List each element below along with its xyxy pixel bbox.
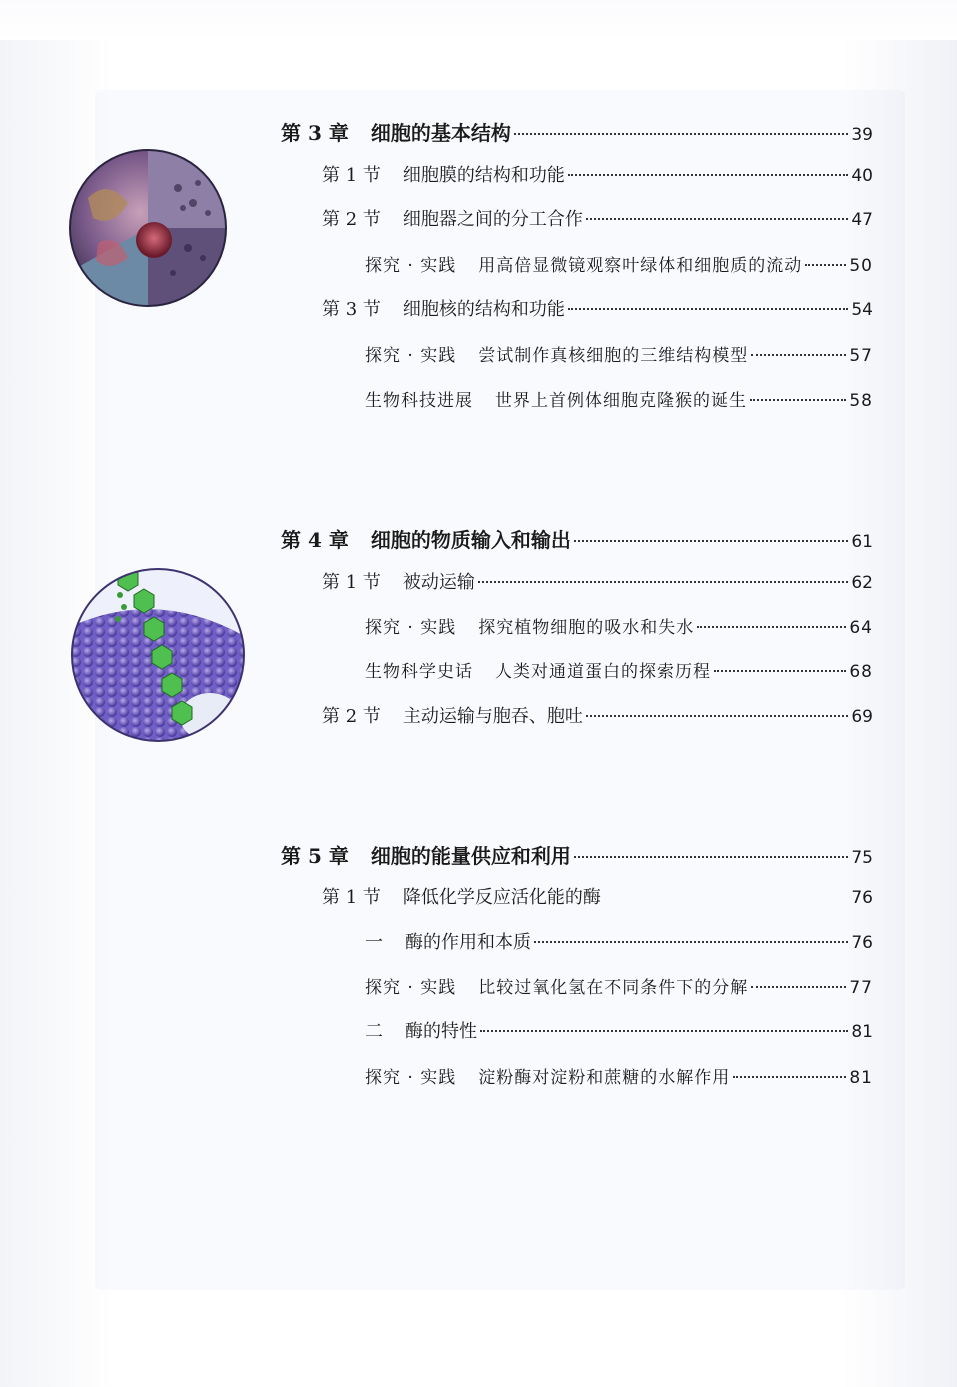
- toc-subentry[interactable]: [365, 657, 873, 687]
- activity-tag: 探究 · 实践: [365, 1068, 457, 1088]
- page-number: 58: [849, 391, 873, 411]
- toc-chapter-4[interactable]: [281, 524, 873, 554]
- chapter-title: 细胞的能量供应和利用: [370, 844, 571, 868]
- page-number: 81: [851, 1022, 873, 1042]
- toc-chapter-5[interactable]: [281, 840, 873, 870]
- activity-tag: 探究 · 实践: [365, 256, 457, 276]
- subentry-title: 淀粉酶对淀粉和蔗糖的水解作用: [478, 1068, 731, 1088]
- toc-subentry[interactable]: [365, 251, 873, 281]
- dot-leader: [568, 308, 848, 310]
- toc-section[interactable]: [322, 161, 873, 191]
- activity-tag: 生物科学史话: [365, 662, 473, 682]
- section-number: 第 1 节: [322, 572, 381, 593]
- page-number: 57: [849, 346, 873, 366]
- dot-leader: [534, 941, 848, 943]
- chapter-title: 细胞的物质输入和输出: [370, 528, 571, 552]
- dot-leader: [751, 986, 846, 988]
- scan-edge: [0, 0, 957, 40]
- dot-leader: [697, 626, 846, 628]
- section-number: 第 1 节: [322, 165, 381, 186]
- section-title: 细胞核的结构和功能: [402, 299, 565, 320]
- toc-section[interactable]: [322, 295, 873, 325]
- toc-section[interactable]: [322, 205, 873, 235]
- page-number: 54: [851, 300, 873, 320]
- subentry-title: 世界上首例体细胞克隆猴的诞生: [495, 391, 747, 411]
- page-number: 75: [851, 848, 873, 868]
- dot-leader: [750, 399, 846, 401]
- page-number: 39: [851, 125, 873, 145]
- section-title: 细胞器之间的分工合作: [402, 209, 583, 230]
- section-title: 主动运输与胞吞、胞吐: [402, 706, 583, 727]
- membrane-transport-illustration: [70, 567, 246, 743]
- dot-leader: [478, 581, 848, 583]
- page-number: 76: [851, 888, 873, 908]
- toc-subsection[interactable]: [365, 1017, 873, 1047]
- subentry-title: 人类对通道蛋白的探索历程: [495, 662, 711, 682]
- toc-subentry[interactable]: [365, 973, 873, 1003]
- page-number: 50: [849, 256, 873, 276]
- toc-subentry[interactable]: [365, 1063, 873, 1093]
- toc-subsection[interactable]: [365, 928, 873, 958]
- dot-leader: [514, 133, 849, 135]
- toc-section[interactable]: [322, 702, 873, 732]
- activity-tag: 探究 · 实践: [365, 346, 457, 366]
- page-number: 76: [851, 933, 873, 953]
- subsection-title: 酶的特性: [405, 1021, 477, 1042]
- page-number: 61: [851, 532, 873, 552]
- chapter-title: 细胞的基本结构: [370, 121, 511, 145]
- toc-section[interactable]: [322, 568, 873, 598]
- subentry-title: 尝试制作真核细胞的三维结构模型: [478, 346, 749, 366]
- dot-leader: [604, 896, 848, 898]
- cell-structure-illustration: [68, 148, 228, 308]
- page-number: 69: [851, 707, 873, 727]
- page-number: 81: [849, 1068, 873, 1088]
- page-number: 40: [851, 166, 873, 186]
- dot-leader: [568, 174, 848, 176]
- chapter-number: 第 3 章: [281, 121, 349, 145]
- dot-leader: [805, 264, 846, 266]
- toc-subentry[interactable]: [365, 613, 873, 643]
- dot-leader: [586, 218, 848, 220]
- toc-subentry[interactable]: [365, 386, 873, 416]
- chapter-number: 第 5 章: [281, 844, 349, 868]
- section-title: 降低化学反应活化能的酶: [402, 887, 601, 908]
- activity-tag: 探究 · 实践: [365, 978, 457, 998]
- subsection-number: 二: [365, 1021, 383, 1042]
- section-number: 第 2 节: [322, 706, 381, 727]
- subentry-title: 用高倍显微镜观察叶绿体和细胞质的流动: [478, 256, 803, 276]
- dot-leader: [586, 715, 848, 717]
- page-number: 64: [849, 618, 873, 638]
- page-number: 77: [849, 978, 873, 998]
- toc-chapter-3[interactable]: [281, 117, 873, 147]
- dot-leader: [574, 540, 849, 542]
- dot-leader: [714, 670, 846, 672]
- section-title: 被动运输: [402, 572, 475, 593]
- page-number: 68: [849, 662, 873, 682]
- section-title: 细胞膜的结构和功能: [402, 165, 565, 186]
- section-number: 第 2 节: [322, 209, 381, 230]
- activity-tag: 探究 · 实践: [365, 618, 457, 638]
- dot-leader: [480, 1030, 848, 1032]
- dot-leader: [574, 856, 849, 858]
- section-number: 第 1 节: [322, 887, 381, 908]
- dot-leader: [751, 354, 846, 356]
- dot-leader: [733, 1076, 846, 1078]
- toc-subentry[interactable]: [365, 341, 873, 371]
- subsection-number: 一: [365, 932, 383, 953]
- subentry-title: 比较过氧化氢在不同条件下的分解: [478, 978, 749, 998]
- subentry-title: 探究植物细胞的吸水和失水: [478, 618, 695, 638]
- toc-section[interactable]: [322, 883, 873, 913]
- page-number: 47: [851, 210, 873, 230]
- section-number: 第 3 节: [322, 299, 381, 320]
- page-number: 62: [851, 573, 873, 593]
- activity-tag: 生物科技进展: [365, 391, 473, 411]
- chapter-number: 第 4 章: [281, 528, 349, 552]
- subsection-title: 酶的作用和本质: [405, 932, 531, 953]
